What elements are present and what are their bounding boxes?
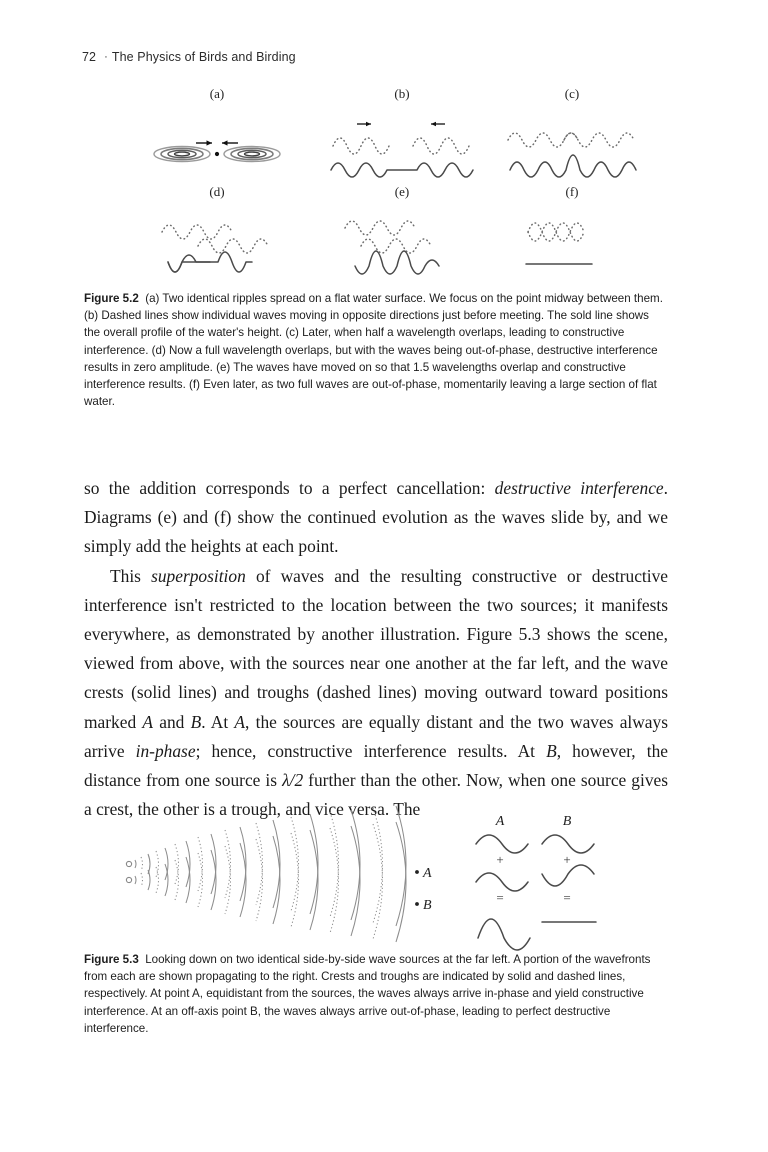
p1-part-b: . Diagrams (e) and (f) show the continued evolution as the waves slide by, and we simply add the heights at each point.	[84, 478, 669, 557]
resultant-wave-c	[510, 155, 636, 177]
p2-part-c: and	[153, 711, 191, 732]
panel-label-e: (e)	[394, 184, 410, 199]
p1-part-a: so the addition corresponds to a perfect cancellation:	[84, 478, 495, 498]
p2-part-d: . At	[201, 711, 235, 732]
figure-5-2-panel-b	[327, 86, 477, 176]
dotted-wave-left	[345, 221, 415, 235]
panel-f-artwork	[502, 202, 642, 282]
body-paragraph-2	[84, 562, 668, 825]
wave-a-first	[476, 835, 528, 853]
panel-label-b: (b)	[394, 86, 410, 101]
figure-5-2-panel-c	[502, 86, 642, 176]
ripple-right	[224, 147, 280, 162]
wavefronts-upper-source	[135, 806, 406, 926]
point-a-label: A	[423, 866, 432, 881]
p2-italic-b-1: B	[190, 711, 202, 732]
figure-5-3-caption	[84, 951, 668, 1037]
figure-5-3-caption-text: Looking down on two identical side-by-side wave sources at the far left. A portion of the wavefronts from each are shown propagating to the right. Crests and troughs are indicated by solid and dashed lines, respectively. At point A, equidistant from the sources, the waves always arrive in-phase and yield constructive interference. At an off-axis point B, the waves always arrive out-of-phase, leading to perfect destructive interference.	[84, 953, 651, 1035]
dotted-wave-left	[508, 133, 578, 147]
body-text	[84, 474, 668, 824]
running-head-separator: ·	[104, 51, 108, 63]
page-folio: 72	[82, 50, 97, 64]
panel-c-artwork	[502, 104, 642, 182]
panel-d-artwork	[152, 202, 282, 282]
dotted-wave-right	[198, 239, 268, 253]
panel-a-artwork	[152, 104, 282, 176]
arrow-right-icon	[196, 140, 212, 145]
p2-part-g: , however, the distance from one source is	[84, 740, 668, 791]
arrow-right-icon	[357, 122, 371, 127]
column-label-b: B	[562, 814, 572, 829]
p2-italic-in-phase: in-phase	[135, 740, 196, 761]
panel-b-artwork	[327, 104, 477, 182]
figure-5-2-panel-e	[327, 184, 477, 282]
point-a-dot	[415, 870, 419, 874]
figure-5-2-caption	[84, 290, 668, 410]
plus-symbol-a: +	[496, 852, 504, 867]
body-paragraph-1	[84, 474, 668, 562]
dotted-wave-right	[361, 239, 431, 253]
figure-5-2-panel-f	[502, 184, 642, 282]
figure-5-3-caption-label: Figure 5.3	[84, 953, 139, 966]
p1-italic-destructive-interference: destructive interference	[494, 478, 664, 498]
panel-label-a: (a)	[209, 86, 225, 101]
p2-part-f: ; hence, constructive interference results. At	[195, 740, 547, 761]
wave-addition-diagram	[472, 812, 602, 944]
figure-5-2-panel-a	[152, 86, 282, 176]
p2-italic-b-2: B	[546, 740, 557, 761]
figure-5-3	[120, 812, 640, 944]
midpoint-dot	[215, 152, 219, 156]
figure-5-2-caption-label: Figure 5.2	[84, 292, 139, 305]
dotted-wave-right	[528, 223, 584, 241]
ripple-left	[154, 147, 210, 162]
point-b-label: B	[423, 898, 432, 913]
p2-part-e: , the sources are equally distant and the two waves always arrive	[84, 711, 668, 761]
arrow-left-icon	[431, 122, 445, 127]
equals-symbol-b: =	[563, 890, 571, 905]
running-head	[82, 50, 296, 64]
p2-italic-superposition: superposition	[151, 565, 246, 586]
wave-b-second	[542, 865, 594, 886]
resultant-wave-e	[355, 251, 439, 274]
panel-e-artwork	[327, 202, 477, 284]
p2-italic-a-1: A	[142, 711, 153, 732]
figure-5-2	[82, 86, 682, 282]
p2-part-b: of waves and the resulting constructive or destructive interference isn't restricted to the location between the two sources; it manifests everywhere, as demonstrated by another illustration. Figure 5.3 shows the scene, viewed from above, with the sources near one another at the far left, and the wave crests (solid lines) and troughs (dashed lines) moving outward toward positions marked	[84, 565, 668, 732]
arrow-left-icon	[222, 140, 238, 145]
wave-b-first	[542, 835, 594, 853]
panel-label-f: (f)	[565, 184, 579, 199]
wave-a-second	[476, 873, 528, 891]
dotted-wave-left	[333, 138, 389, 154]
p2-part-a: This	[110, 565, 152, 586]
resultant-wave-b	[331, 163, 473, 177]
figure-5-2-caption-text: (a) Two identical ripples spread on a flat water surface. We focus on the point midway between them. (b) Dashed lines show individual waves moving in opposite directions just before meeting. The sold line shows the overall profile of the water's height. (c) Later, when half a wavelength overlaps, leading to constructive interference. (d) Now a full wavelength overlaps, but with the waves being out-of-phase, destructive interference results in zero amplitude. (e) The waves have moved on so that 1.5 wavelengths overlap and constructive interference results. (f) Even later, as two full waves are out-of-phase, momentarily leaving a large section of flat water.	[84, 292, 663, 409]
dotted-wave-right	[413, 138, 469, 154]
wave-a-result	[478, 919, 530, 950]
p2-part-h: further than the other. Now, when one source gives a crest, the other is a trough, and vice versa. The	[84, 770, 669, 820]
resultant-wave-d-tail	[168, 255, 210, 272]
equals-symbol-a: =	[496, 890, 504, 905]
running-head-title: The Physics of Birds and Birding	[111, 50, 296, 64]
p2-italic-a-2: A	[234, 711, 246, 732]
point-b-dot	[415, 902, 419, 906]
figure-5-2-panel-d	[152, 184, 282, 282]
wave-source-lower	[126, 877, 131, 882]
panel-label-d: (d)	[209, 184, 225, 199]
plus-symbol-b: +	[563, 852, 571, 867]
panel-label-c: (c)	[564, 86, 580, 101]
wavefronts-lower-source	[135, 822, 406, 942]
column-label-a: A	[495, 814, 505, 829]
dotted-wave-left	[162, 225, 232, 239]
wave-source-upper	[126, 861, 131, 866]
wavefront-fan-diagram	[120, 812, 460, 944]
p2-italic-lambda-half: λ/2	[282, 770, 304, 791]
